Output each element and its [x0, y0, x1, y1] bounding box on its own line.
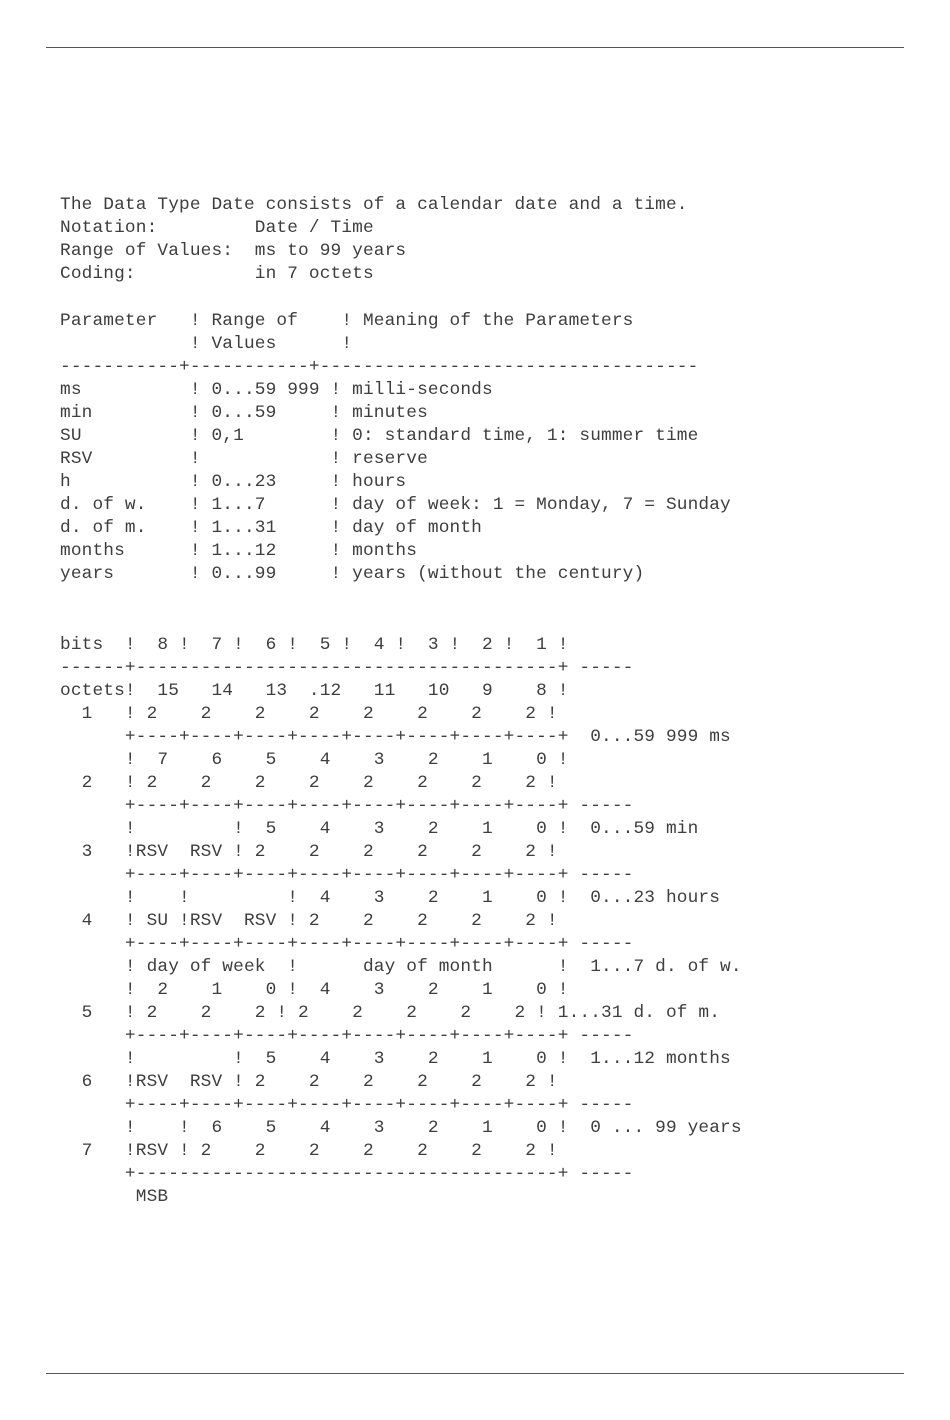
diagram-line: +----+----+----+----+----+----+----+----+ ----- [60, 934, 634, 954]
octet-7-line: 7 !RSV ! 2 2 2 2 2 2 2 ! [60, 1141, 558, 1161]
param-table-header: ! Values ! [60, 334, 353, 354]
param-table-row: d. of m. ! 1...31 ! day of month [60, 518, 482, 538]
diagram-line: ! 2 1 0 ! 4 3 2 1 0 ! [60, 980, 569, 1000]
notation-line: Notation: Date / Time [60, 218, 374, 238]
octet-5-line: 5 ! 2 2 2 ! 2 2 2 2 2 ! 1...31 d. of m. [60, 1003, 721, 1023]
diagram-line: +----+----+----+----+----+----+----+----+ ----- [60, 1095, 634, 1115]
diagram-line: +----+----+----+----+----+----+----+----+ ----- [60, 865, 634, 885]
diagram-line: +----+----+----+----+----+----+----+----+ 0...59 999 ms [60, 727, 731, 747]
octet-2-line: 2 ! 2 2 2 2 2 2 2 2 ! [60, 773, 558, 793]
param-table-row: h ! 0...23 ! hours [60, 472, 407, 492]
top-rule [46, 47, 904, 48]
diagram-line: ! ! 6 5 4 3 2 1 0 ! 0 ... 99 years [60, 1118, 742, 1138]
param-table-row: ms ! 0...59 999 ! milli-seconds [60, 380, 493, 400]
bit-layout-diagram [60, 634, 900, 1209]
octet-4-line: 4 ! SU !RSV RSV ! 2 2 2 2 2 ! [60, 911, 558, 931]
diagram-line: +----+----+----+----+----+----+----+----+ ----- [60, 796, 634, 816]
intro-sentence: The Data Type Date consists of a calendar date and a time. [60, 195, 688, 215]
param-table-row: RSV ! ! reserve [60, 449, 428, 469]
diagram-line: ! ! ! 4 3 2 1 0 ! 0...23 hours [60, 888, 721, 908]
parameter-table [60, 310, 900, 586]
param-table-row: SU ! 0,1 ! 0: standard time, 1: summer time [60, 426, 699, 446]
param-table-row: min ! 0...59 ! minutes [60, 403, 428, 423]
coding-line: Coding: in 7 octets [60, 264, 374, 284]
bits-header-line: bits ! 8 ! 7 ! 6 ! 5 ! 4 ! 3 ! 2 ! 1 ! [60, 635, 569, 655]
param-table-row: d. of w. ! 1...7 ! day of week: 1 = Monday, 7 = Sunday [60, 495, 731, 515]
diagram-line: ! ! 5 4 3 2 1 0 ! 0...59 min [60, 819, 699, 839]
param-table-row: years ! 0...99 ! years (without the century) [60, 564, 645, 584]
octets-exponent-line: octets! 15 14 13 .12 11 10 9 8 ! [60, 681, 569, 701]
range-line: Range of Values: ms to 99 years [60, 241, 407, 261]
diagram-line: +----+----+----+----+----+----+----+----+ ----- [60, 1026, 634, 1046]
param-table-separator: -----------+-----------+----------------------------------- [60, 357, 699, 377]
octet-6-line: 6 !RSV RSV ! 2 2 2 2 2 2 ! [60, 1072, 558, 1092]
octet-1-line: 1 ! 2 2 2 2 2 2 2 2 ! [60, 704, 558, 724]
diagram-line: +---------------------------------------+ ----- [60, 1164, 634, 1184]
diagram-line: ! ! 5 4 3 2 1 0 ! 1...12 months [60, 1049, 731, 1069]
intro-block [60, 194, 900, 286]
diagram-line: ------+---------------------------------------+ ----- [60, 658, 634, 678]
diagram-line: ! 7 6 5 4 3 2 1 0 ! [60, 750, 569, 770]
param-table-row: months ! 1...12 ! months [60, 541, 418, 561]
diagram-line: ! day of week ! day of month ! 1...7 d. of w. [60, 957, 742, 977]
param-table-header: Parameter ! Range of ! Meaning of the Parameters [60, 311, 634, 331]
msb-label: MSB [60, 1187, 169, 1207]
bottom-rule [46, 1373, 904, 1374]
octet-3-line: 3 !RSV RSV ! 2 2 2 2 2 2 ! [60, 842, 558, 862]
date-type-figure [60, 194, 900, 1209]
